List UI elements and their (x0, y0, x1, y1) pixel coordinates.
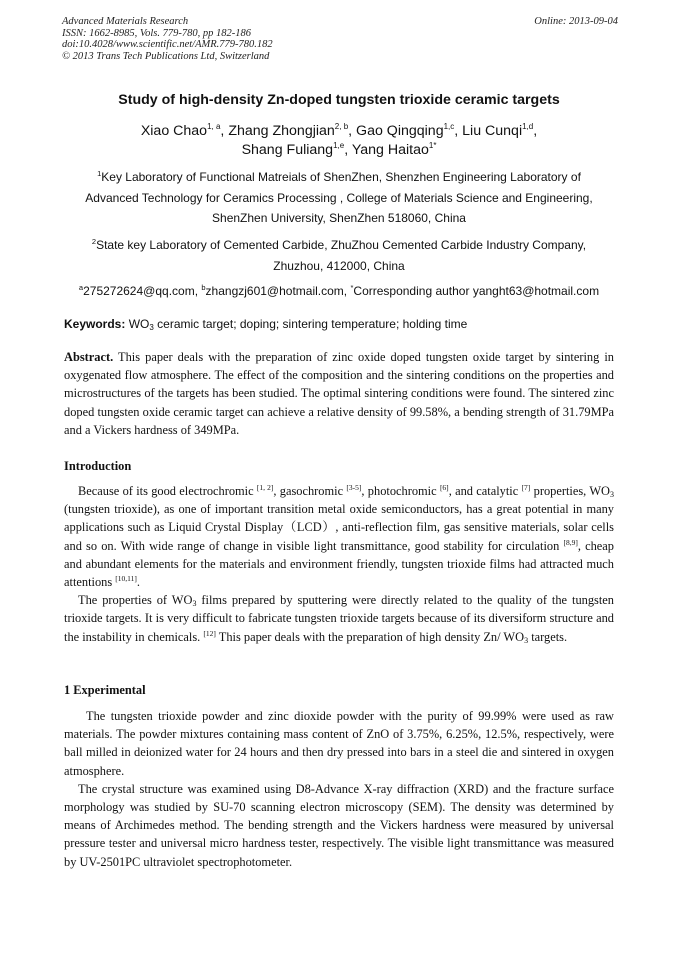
paragraph: The properties of $WO_3$ films prepared by sputtering were directly related to the quality of the tungsten trioxide targets. It is very difficult to fabricate tungsten trioxide targets because of its diversiform structure and the instability in chemicals. [12] This paper deals with the preparation of high density Zn/ $WO_3$ targets. (64, 593, 614, 645)
paper-title: Study of high-density Zn-doped tungsten trioxide ceramic targets (118, 92, 560, 108)
author-list: Xiao Chao$^{1, a}$, Zhang Zhongjian$^{2, b}$, Gao Qingqing$^{1,c}$, Liu Cunqi$^{1,d}$, Shang Fuliang$^{1,e}$, Yang Haitao$^{1*}$ (140, 122, 538, 158)
affiliation-sup: 2 (91, 237, 97, 246)
introduction-heading: Introduction (64, 459, 132, 473)
experimental-heading: 1 Experimental (64, 683, 146, 697)
citation[interactable]: [1, 2] (256, 483, 274, 492)
introduction-body (64, 482, 614, 646)
corresponding-author[interactable]: Corresponding author yanght63@hotmail.com (353, 284, 600, 298)
citation[interactable]: [10,11] (115, 574, 137, 584)
keywords-text: WO (128, 317, 150, 331)
affiliation-line: Advanced Technology for Ceramics Processing , College of Materials Science and Engineering, (85, 190, 593, 205)
keywords-label: Keywords: (64, 317, 126, 331)
keywords (64, 317, 620, 331)
author-name: Liu Cunqi (462, 123, 523, 139)
paragraph: The tungsten trioxide powder and zinc dioxide powder with the purity of 99.99% were used as raw materials. The powder mixtures containing mass content of ZnO of 3.75%, 6.25%, 12.5%, respectively, were ball milled in deionized water for 24 hours and then dry pressed into bars in a steel die and sintered in oxygen atmosphere. (64, 709, 614, 778)
abstract-label: Abstract. (64, 350, 114, 364)
author-sup: 1* (428, 141, 437, 150)
email-line (40, 281, 638, 302)
author-name: Yang Haitao (351, 142, 429, 158)
author-sup: 1,e (333, 141, 345, 150)
citation[interactable]: [12] (203, 628, 216, 638)
author-sup: 2, b (334, 122, 349, 131)
abstract (64, 348, 614, 439)
journal-name: Advanced Materials Research (62, 16, 189, 27)
citation[interactable]: [6] (439, 483, 449, 492)
author-name: Xiao Chao (140, 123, 208, 139)
keywords-text: ceramic target; doping; sintering temperature; holding time (153, 317, 468, 331)
doi-line[interactable]: doi:10.4028/www.scientific.net/AMR.779-780.182 (62, 39, 273, 50)
author-name: Zhang Zhongjian (228, 123, 335, 139)
affiliation-line: ShenZhen University, ShenZhen 518060, China (212, 211, 466, 225)
citation[interactable]: [3-5] (346, 483, 362, 492)
online-date: Online: 2013-09-04 (534, 16, 618, 27)
affiliation-line: Key Laboratory of Functional Matreials of ShenZhen, Shenzhen Engineering Laboratory of (101, 170, 581, 184)
author-sup: 1,d (522, 122, 534, 131)
affiliation-2 (40, 235, 638, 276)
author-name: Shang Fuliang (241, 142, 334, 158)
issn-line: ISSN: 1662-8985, Vols. 779-780, pp 182-186 (62, 27, 251, 39)
keywords-sub: 3 (149, 323, 154, 332)
email-sup: a (78, 283, 84, 292)
author-name: Gao Qingqing (356, 123, 444, 139)
copyright-line: © 2013 Trans Tech Publications Ltd, Switzerland (62, 50, 270, 62)
citation[interactable]: [7] (521, 483, 531, 492)
affiliation-line: State key Laboratory of Cemented Carbide, ZhuZhou Cemented Carbide Industry Company, (96, 238, 587, 252)
abstract-text: This paper deals with the preparation of zinc oxide doped tungsten oxide target by sintering in oxygenated flow atmosphere. The effect of the composition and the sintering conditions on the properties and microstructures of the targets has been studied. The optimal sintering conditions were found. The sintered zinc doped tungsten oxide ceramic target can achieve a relative density of 99.58%, a bending strength of 31.79MPa and a Vickers hardness of 349MPa. (64, 350, 614, 437)
paragraph: The crystal structure was examined using D8-Advance X-ray diffraction (XRD) and the fracture surface morphology was studied by SU-70 scanning electron microscopy (SEM). The density was determined by means of Archimedes method. The bending strength and the Vickers hardness were measured by universal pressure tester and universal micro hardness tester, respectively. The visible light transmittance was measured by UV-2501PC ultraviolet spectrophotometer. (64, 781, 614, 869)
paragraph: Because of its good electrochromic [1, 2], gasochromic [3-5], photochromic [6], and catalytic [7] properties, $WO_3$ (tungsten trioxide), as one of important transition metal oxide semiconductors, has a great potential in many applications such as Liquid Crystal Display（LCD）, anti-reflection film, gas sensitive materials, solar cells and so on. With wide range of change in visible light transmittance, good stability for circulation [8,9], cheap and abundant elements for the materials and environment friendly, tungsten trioxide films had attracted much attentions [10,11]. (64, 483, 614, 590)
affiliation-line: Zhuzhou, 412000, China (273, 258, 405, 273)
affiliation-1 (40, 167, 638, 229)
email-sup: * (350, 283, 354, 292)
author-sup: 1,c (443, 122, 455, 131)
email-sup: b (201, 283, 206, 292)
affiliation-sup: 1 (97, 169, 102, 178)
experimental-body (64, 707, 614, 871)
email-b[interactable]: zhangzj601@hotmail.com, (205, 284, 348, 298)
email-a[interactable]: 275272624@qq.com, (83, 284, 199, 298)
journal-header (62, 16, 618, 62)
author-sup: 1, a (207, 122, 221, 131)
citation[interactable]: [8,9] (563, 537, 578, 547)
